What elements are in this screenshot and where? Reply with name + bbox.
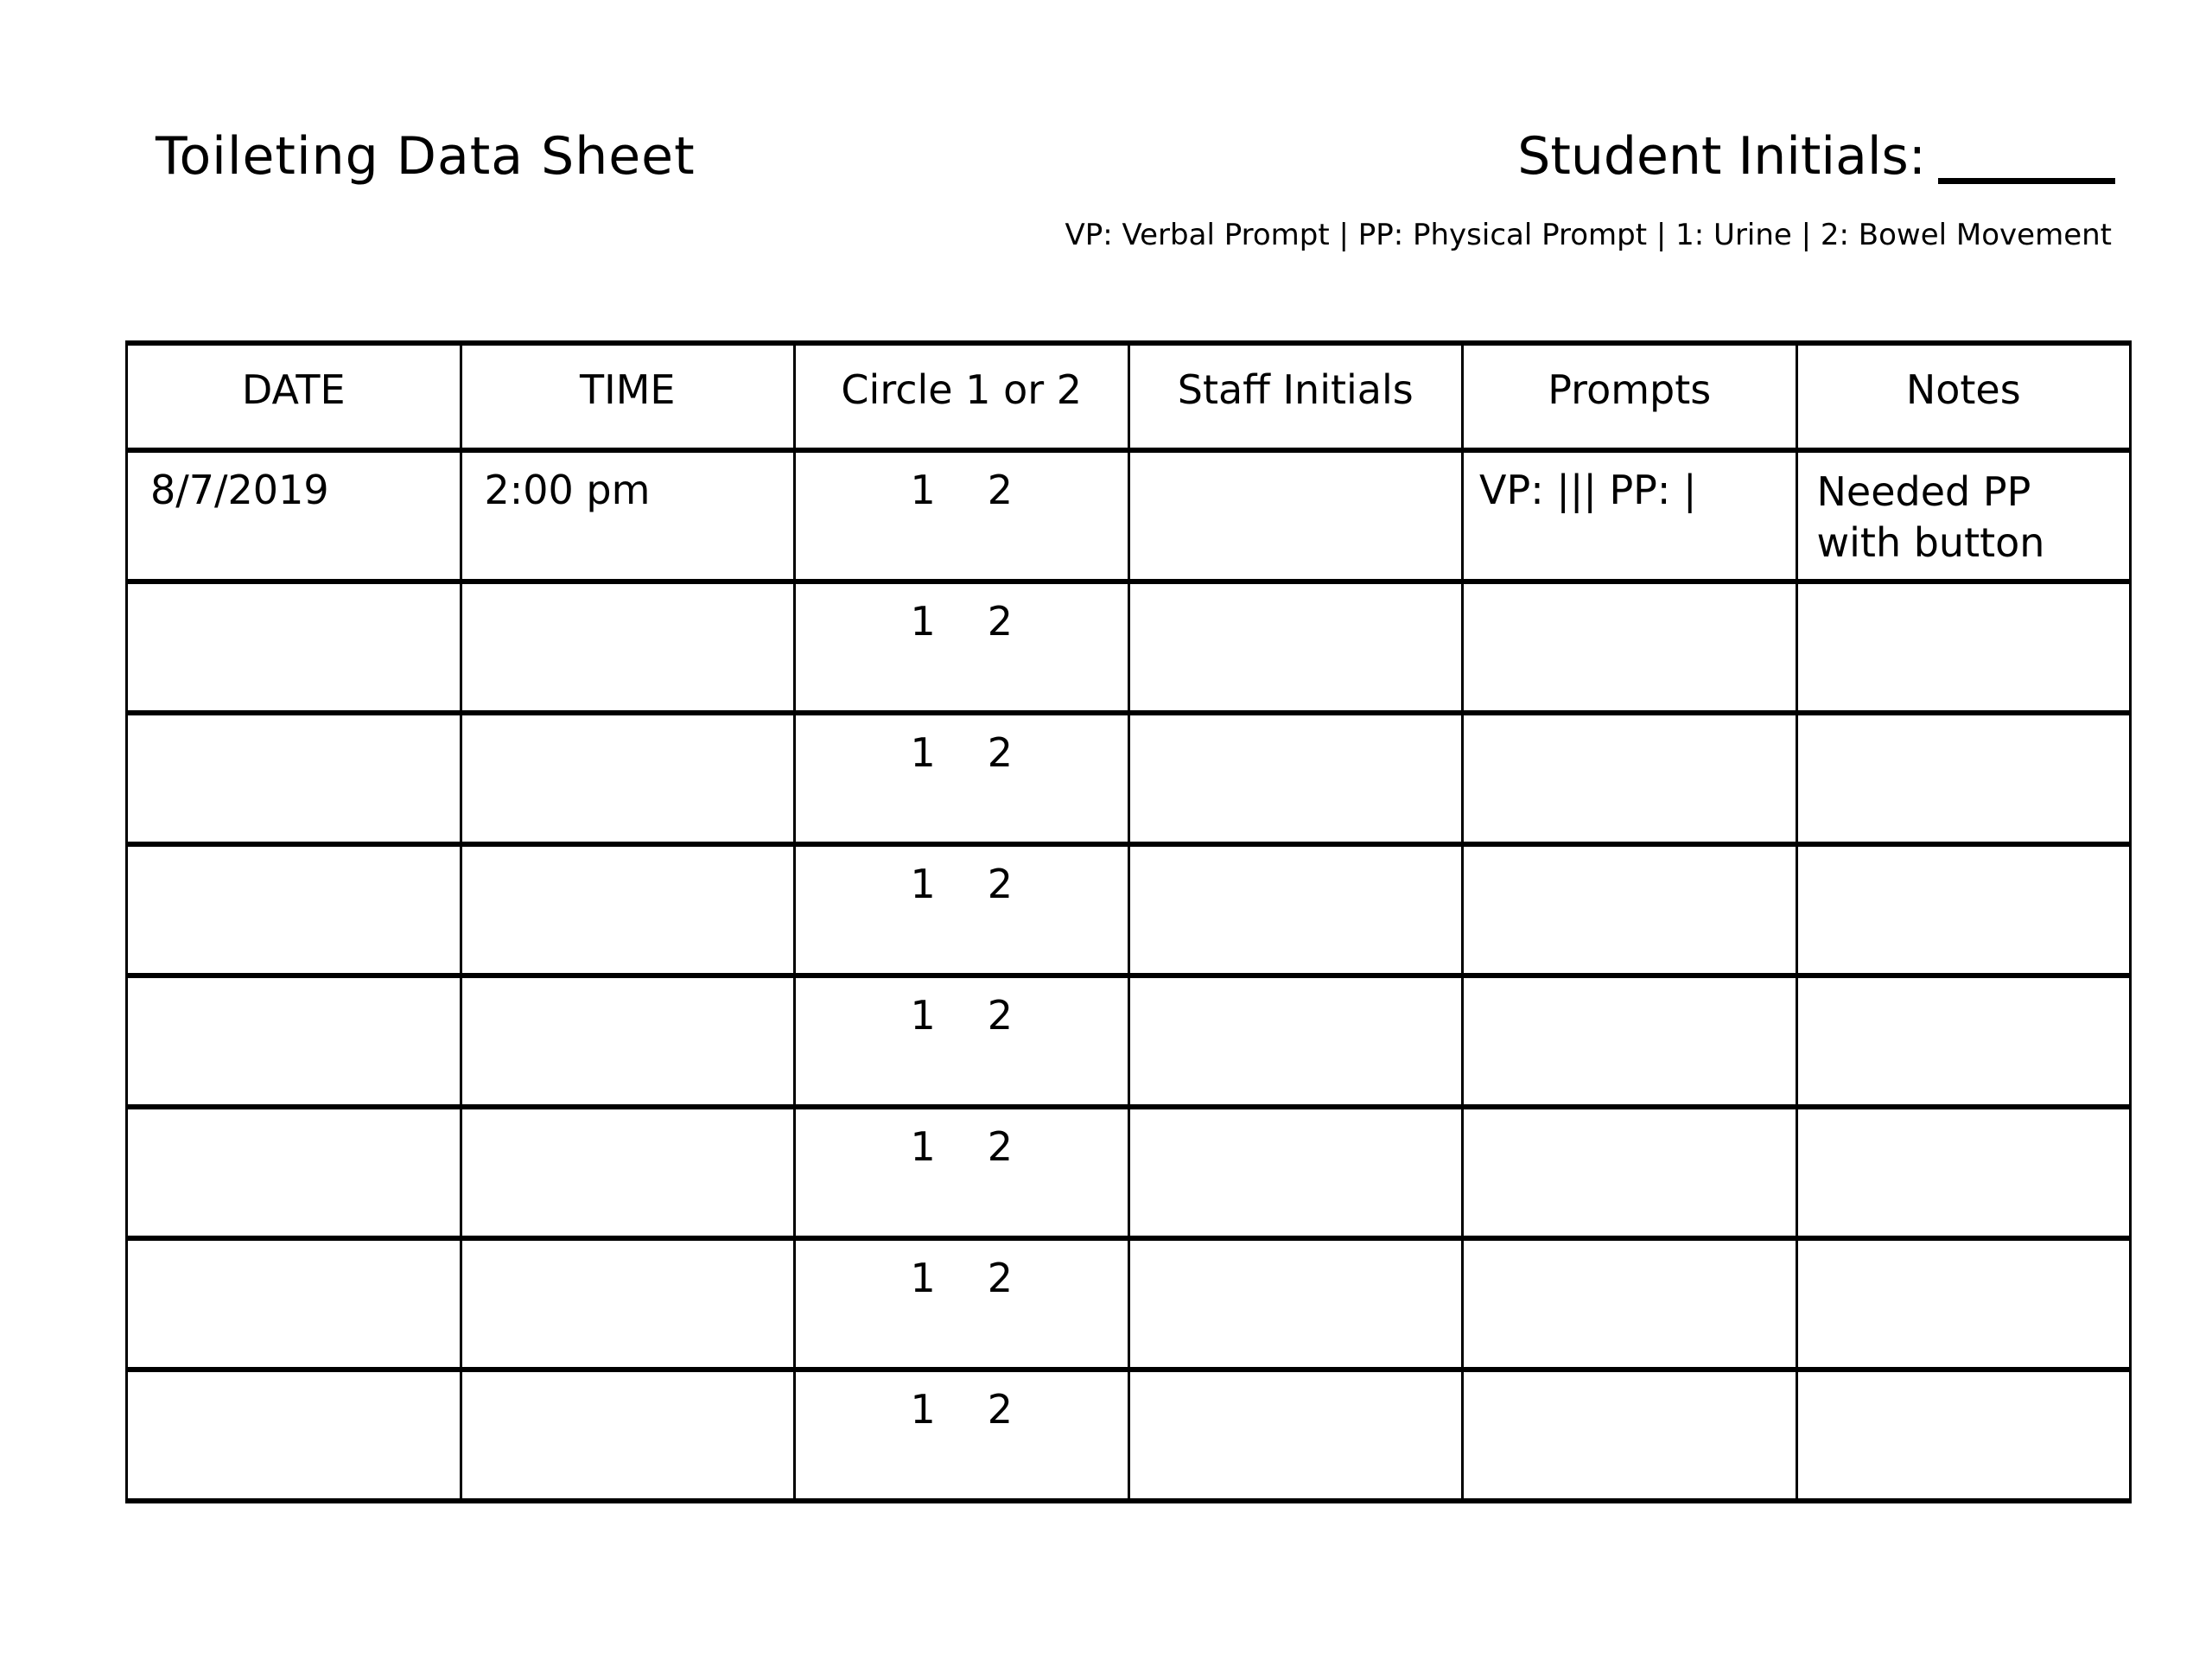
circle-option-2: 2 — [987, 992, 1014, 1039]
prompts-cell — [1463, 1107, 1797, 1238]
legend-text: VP: Verbal Prompt | PP: Physical Prompt | 1: Urine | 2: Bowel Movement — [1065, 218, 2112, 252]
table-row — [127, 450, 2131, 582]
table-row — [127, 713, 2131, 844]
staff-initials-cell — [1128, 1370, 1463, 1501]
circle-option-2: 2 — [987, 729, 1014, 776]
circle-option-2: 2 — [987, 1255, 1014, 1301]
table-row — [127, 1238, 2131, 1370]
circle-option-1: 1 — [910, 729, 936, 776]
table-row — [127, 1107, 2131, 1238]
staff-initials-cell — [1128, 1107, 1463, 1238]
notes-cell — [1796, 1238, 2131, 1370]
circle-cell — [795, 450, 1129, 582]
prompts-cell: VP: ||| PP: | — [1463, 450, 1797, 582]
date-cell — [127, 1238, 461, 1370]
date-cell — [127, 844, 461, 976]
notes-cell: Needed PP with button — [1796, 450, 2131, 582]
notes-cell — [1796, 976, 2131, 1107]
staff-initials-cell — [1128, 713, 1463, 844]
circle-option-1: 1 — [910, 992, 936, 1039]
prompts-cell — [1463, 1370, 1797, 1501]
prompts-cell — [1463, 582, 1797, 713]
circle-option-1: 1 — [910, 1255, 936, 1301]
student-initials-label: Student Initials: — [1517, 126, 1926, 187]
circle-option-2: 2 — [987, 1386, 1014, 1433]
table-row — [127, 976, 2131, 1107]
circle-option-2: 2 — [987, 598, 1014, 645]
date-cell — [127, 1370, 461, 1501]
table-row — [127, 1370, 2131, 1501]
time-cell — [461, 844, 795, 976]
circle-cell — [795, 582, 1129, 713]
notes-cell — [1796, 844, 2131, 976]
staff-initials-cell — [1128, 844, 1463, 976]
circle-option-2: 2 — [987, 861, 1014, 907]
circle-option-2: 2 — [987, 1123, 1014, 1170]
prompts-cell — [1463, 1238, 1797, 1370]
student-initials-blank-line — [1938, 172, 2115, 184]
staff-initials-cell — [1128, 976, 1463, 1107]
toileting-data-table — [125, 340, 2132, 1503]
notes-cell — [1796, 1370, 2131, 1501]
notes-cell — [1796, 1107, 2131, 1238]
prompts-cell — [1463, 713, 1797, 844]
header-row — [127, 343, 2131, 450]
circle-option-1: 1 — [910, 861, 936, 907]
staff-initials-cell — [1128, 450, 1463, 582]
student-initials — [1517, 126, 2115, 187]
circle-cell — [795, 844, 1129, 976]
header-notes: Notes — [1796, 343, 2131, 450]
circle-cell — [795, 1370, 1129, 1501]
time-cell — [461, 976, 795, 1107]
staff-initials-cell — [1128, 582, 1463, 713]
notes-cell — [1796, 713, 2131, 844]
table-row — [127, 582, 2131, 713]
time-cell — [461, 582, 795, 713]
time-cell — [461, 1238, 795, 1370]
time-cell — [461, 1107, 795, 1238]
page-title: Toileting Data Sheet — [156, 126, 696, 187]
date-cell — [127, 976, 461, 1107]
date-cell — [127, 582, 461, 713]
date-cell — [127, 1107, 461, 1238]
table-row — [127, 844, 2131, 976]
time-cell: 2:00 pm — [461, 450, 795, 582]
circle-cell — [795, 1107, 1129, 1238]
circle-option-1: 1 — [910, 598, 936, 645]
staff-initials-cell — [1128, 1238, 1463, 1370]
circle-cell — [795, 1238, 1129, 1370]
date-cell — [127, 713, 461, 844]
time-cell — [461, 1370, 795, 1501]
header-circle: Circle 1 or 2 — [795, 343, 1129, 450]
header-time: TIME — [461, 343, 795, 450]
circle-option-1: 1 — [910, 1123, 936, 1170]
notes-cell — [1796, 582, 2131, 713]
prompts-cell — [1463, 844, 1797, 976]
header-staff-initials: Staff Initials — [1128, 343, 1463, 450]
circle-cell — [795, 713, 1129, 844]
circle-option-1: 1 — [910, 467, 936, 513]
prompts-cell — [1463, 976, 1797, 1107]
circle-cell — [795, 976, 1129, 1107]
date-cell: 8/7/2019 — [127, 450, 461, 582]
circle-option-1: 1 — [910, 1386, 936, 1433]
header-prompts: Prompts — [1463, 343, 1797, 450]
circle-option-2: 2 — [987, 467, 1014, 513]
header-date: DATE — [127, 343, 461, 450]
time-cell — [461, 713, 795, 844]
